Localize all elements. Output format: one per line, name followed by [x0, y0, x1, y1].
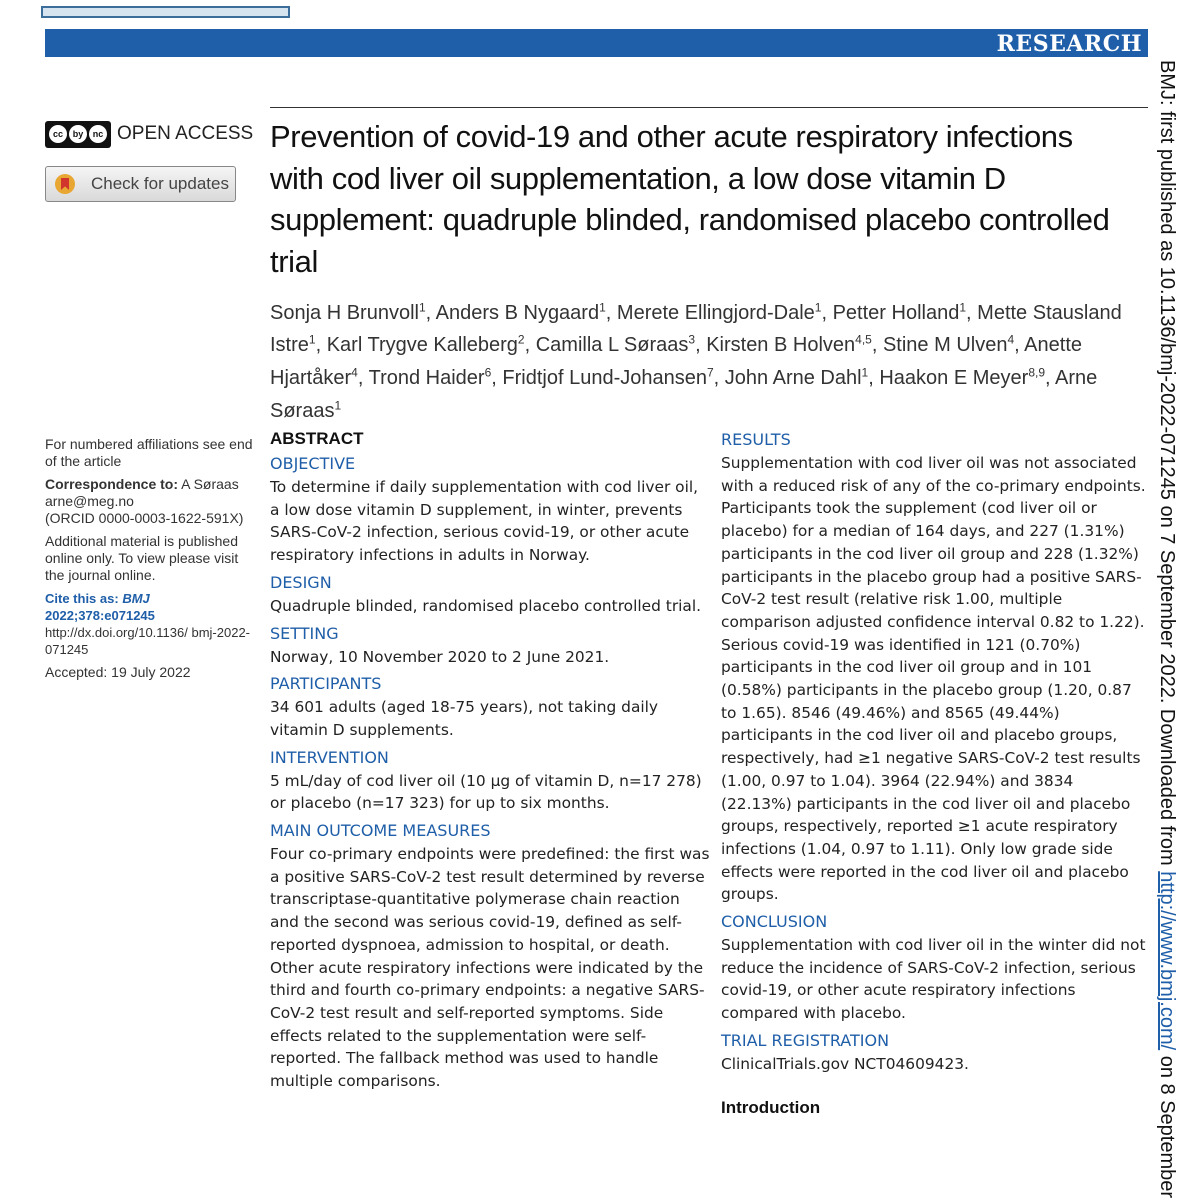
author [436, 302, 617, 324]
creative-commons-icon [45, 121, 111, 148]
author-affiliation: 7 [706, 365, 714, 380]
vertical-citation-text [1155, 60, 1178, 1198]
orcid: (ORCID 0000-0003-1622-591X) [45, 510, 244, 526]
section-heading-objective: OBJECTIVE [270, 454, 356, 473]
vertical-citation-suffix: on 8 September [1156, 1050, 1178, 1198]
author-separator: , [821, 301, 833, 324]
author-name: Merete Ellingjord-Dale [616, 301, 815, 324]
by-icon: by [69, 125, 87, 143]
author-affiliation: 4 [351, 365, 358, 380]
author-name: Anette Hjartåker [270, 334, 1082, 389]
accepted-date: Accepted: 19 July 2022 [45, 664, 191, 680]
author [536, 334, 706, 356]
article-title: Prevention of covid-19 and other acute respiratory infections with cod liver oil supplementation, a low dose vitamin D supplement: quadruple blinded, randomised placebo controlled trial [270, 119, 1110, 279]
additional-material-note: Additional material is published online only. To view please visit the journal online. [45, 533, 239, 583]
author-affiliation: 1 [418, 300, 426, 314]
introduction-heading: Introduction [721, 1098, 821, 1117]
section-text-trial-registration: ClinicalTrials.gov NCT04609423. [721, 1054, 969, 1073]
author-name: Mette Stausland Istre [270, 301, 1122, 357]
author-name: Trond Haider [368, 366, 485, 389]
cite-journal: BMJ [122, 591, 150, 606]
author-affiliation: 4,5 [855, 332, 872, 347]
section-text-participants: 34 601 adults (aged 18-75 years), not taking daily vitamin D supplements. [270, 698, 659, 739]
author-list [270, 294, 1150, 425]
correspondence [45, 476, 255, 527]
vertical-citation-prefix: BMJ: first published as 10.1136/bmj-2022-071245 on 7 September 2022. Downloaded from [1156, 60, 1178, 872]
section-band [45, 29, 1148, 57]
author-separator: , [868, 366, 880, 389]
section-heading-trial-registration: TRIAL REGISTRATION [721, 1030, 890, 1050]
author-name: Haakon E Meyer [879, 366, 1029, 389]
author [617, 302, 833, 324]
correspondence-label: Correspondence to: [45, 476, 179, 492]
author [879, 367, 1055, 389]
author-affiliation: 1 [599, 300, 606, 314]
section-heading-conclusion: CONCLUSION [721, 912, 828, 932]
affiliations-note: For numbered affiliations see end of the article [45, 436, 253, 469]
check-for-updates-button[interactable] [45, 166, 236, 202]
section-text-results: Supplementation with cod liver oil was not associated with a reduced risk of any of the co-primary endpoints. Participants took the supplement (cod liver oil or placebo) for a median of 164 days, and 227 (1.31%) participants in the cod liver oil group and 228 (1.32%) participants in the placebo group had a positive SARS-CoV-2 test result (relative risk 1.00, multiple comparison adjusted confidence interval 0.82 to 1.22). Serious covid-19 was identified in 121 (0.70%) participants in the cod liver oil group and in 101 (0.58%) participants in the placebo group (1.20, 0.87 to 1.65). 8546 (49.46%) and 8565 (49.44%) participants in the cod liver oil and placebo groups, respectively, had ≥1 negative SARS-CoV-2 test results (1.00, 0.97 to 1.04). 3964 (22.94%) and 3834 (22.13%) participants in the cod liver oil and placebo groups, respectively, reported ≥1 acute respiratory infections (1.04, 0.97 to 1.11). Only low grade side effects were reported in the cod liver oil and placebo groups. [721, 454, 1146, 904]
author-affiliation: 1 [308, 332, 316, 347]
bookmark-icon [55, 174, 75, 194]
author-name: Kirsten B Holven [706, 334, 856, 357]
author-affiliation: 8,9 [1028, 365, 1046, 380]
open-access-row [45, 118, 253, 150]
author-separator: , [491, 366, 503, 389]
author-affiliation: 1 [814, 300, 822, 314]
author [833, 302, 978, 324]
author-separator: , [1014, 334, 1025, 357]
author-affiliation: 3 [688, 332, 696, 347]
author-affiliation: 1 [334, 397, 342, 412]
author-separator: , [966, 301, 978, 324]
author-separator: , [524, 334, 536, 357]
section-text-intervention: 5 mL/day of cod liver oil (10 μg of vitamin D, n=17 278) or placebo (n=17 323) for up to six months. [270, 771, 702, 813]
author-separator: , [713, 366, 725, 389]
nc-icon: nc [89, 125, 107, 143]
cite-ref: 2022;378:e071245 [45, 608, 155, 623]
author-name: Karl Trygve Kalleberg [326, 334, 518, 357]
section-heading-main-outcome-measures: MAIN OUTCOME MEASURES [270, 821, 491, 841]
author-name: Arne Søraas [270, 366, 1098, 422]
section-heading-setting: SETTING [270, 623, 339, 643]
citation [45, 590, 255, 658]
cite-label: Cite this as: [45, 591, 119, 606]
author-separator: , [605, 301, 617, 324]
title-rule [270, 107, 1148, 108]
abstract-right-column [721, 428, 1146, 1076]
top-box-placeholder [41, 6, 290, 18]
author-name: Stine M Ulven [882, 334, 1008, 357]
author-name: Sonja H Brunvoll [270, 301, 419, 324]
author-separator: , [871, 334, 883, 357]
bmj-link[interactable]: http://www.bmj.com/ [1156, 871, 1178, 1051]
open-access-label: OPEN ACCESS [117, 123, 254, 144]
section-heading-intervention: INTERVENTION [270, 747, 389, 767]
author-separator: , [425, 301, 436, 324]
doi-link[interactable]: http://dx.doi.org/10.1136/ bmj-2022-071245 [45, 625, 250, 657]
author-separator: , [1045, 366, 1056, 389]
section-heading-design: DESIGN [270, 572, 332, 592]
abstract-left-column [270, 452, 710, 1093]
article-meta [45, 436, 255, 687]
author-separator: , [315, 334, 327, 357]
author-name: John Arne Dahl [724, 366, 862, 389]
author-affiliation: 1 [861, 365, 869, 380]
section-heading-participants: PARTICIPANTS [270, 674, 382, 694]
author [725, 367, 880, 389]
author [270, 302, 436, 324]
author-affiliation: 2 [517, 332, 525, 347]
author-name: Fridtjof Lund-Johansen [502, 366, 707, 389]
author-separator: , [695, 334, 707, 357]
email-link[interactable]: arne@meg.no [45, 493, 134, 509]
author [502, 367, 724, 389]
section-text-setting: Norway, 10 November 2020 to 2 June 2021. [270, 647, 610, 666]
author [706, 334, 883, 356]
author-affiliation: 6 [484, 365, 492, 380]
section-heading-results: RESULTS [721, 430, 791, 449]
author [327, 334, 536, 356]
check-for-updates-label: Check for updates [91, 174, 229, 193]
section-text-conclusion: Supplementation with cod liver oil in the winter did not reduce the incidence of SARS-CoV-2 infection, serious covid-19, or other acute respiratory infections compared with placebo. [721, 936, 1146, 1023]
author-affiliation: 4 [1007, 332, 1015, 347]
author [883, 334, 1024, 356]
correspondence-name: A Søraas [178, 476, 239, 492]
cc-icon: cc [49, 125, 67, 143]
section-label: RESEARCH [996, 31, 1142, 57]
section-text-design: Quadruple blinded, randomised placebo controlled trial. [270, 596, 702, 615]
author-separator: , [357, 366, 369, 389]
author-name: Anders B Nygaard [435, 301, 600, 324]
section-text-main-outcome-measures: Four co-primary endpoints were predefined: the first was a positive SARS-CoV-2 test result determined by reverse transcriptase-quantitative polymerase chain reaction and the second was serious covid-19, defined as self-reported dyspnoea, admission to hospital, or death. Other acute respiratory infections were indicated by the third and fourth co-primary endpoints: a negative SARS-CoV-2 test result and self-reported symptoms. Side effects related to the supplementation were self-reported. The fallback method was used to handle multiple comparisons. [270, 845, 710, 1091]
section-text-objective: To determine if daily supplementation with cod liver oil, a low dose vitamin D supplement, in winter, prevents SARS-CoV-2 infection, serious covid-19, or other acute respiratory infections in adults in Norway. [270, 478, 699, 565]
author [369, 367, 503, 389]
author-affiliation: 1 [959, 300, 967, 314]
author-name: Petter Holland [832, 301, 960, 324]
abstract-heading: ABSTRACT [270, 429, 364, 448]
author-name: Camilla L Søraas [535, 334, 689, 357]
